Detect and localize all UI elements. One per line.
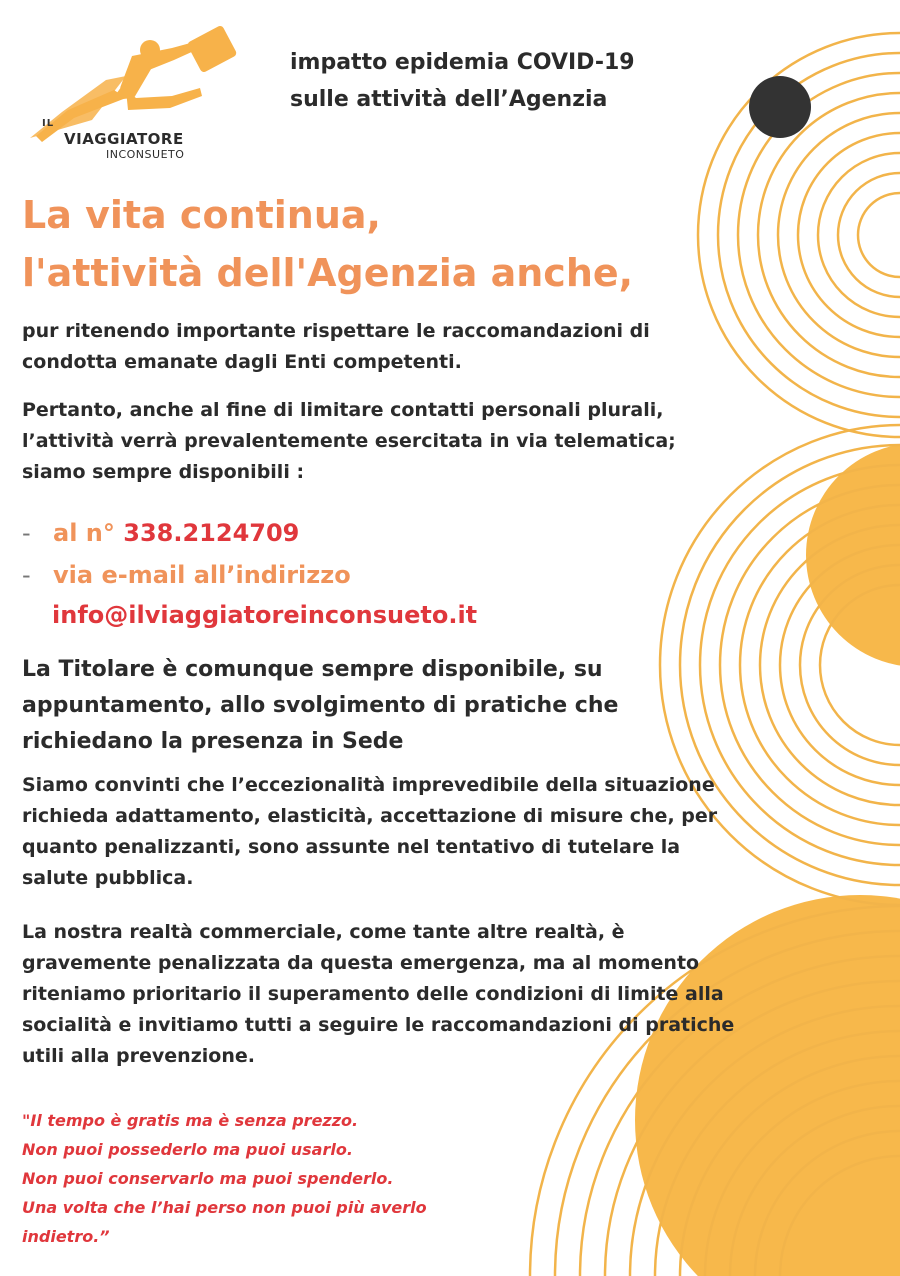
email-label: via e-mail all’indirizzo — [53, 561, 351, 589]
contact-phone — [22, 516, 299, 550]
logo-subtitle: INCONSUETO — [106, 148, 185, 161]
headline-line-2: l'attività dell'Agenzia anche, — [22, 251, 634, 295]
quote-line-2: Non puoi possederlo ma puoi usarlo. — [22, 1140, 353, 1159]
header-title — [290, 44, 635, 118]
quote-line-5: indietro.” — [22, 1227, 110, 1246]
paragraph-recommendations: pur ritenendo importante rispettare le raccomandazioni di condotta emanate dagli Enti competenti. — [22, 320, 650, 373]
contact-email-label — [22, 558, 351, 592]
headline-line-1: La vita continua, — [22, 193, 381, 237]
phone-number: 338.2124709 — [123, 519, 300, 547]
quote-line-4: Una volta che l’hai perso non puoi più averlo — [22, 1198, 427, 1217]
logo-prefix: IL — [42, 118, 55, 129]
paragraph-commercial: La nostra realtà commerciale, come tante altre realtà, è gravemente penalizzata da questa emergenza, ma al momento riteniamo prioritario il superamento delle condizioni di limite alla socialità e invitiamo tutti a seguire le raccomandazioni di pratiche utili alla prevenzione. — [22, 921, 735, 1067]
quote-line-1: "Il tempo è gratis ma è senza prezzo. — [22, 1111, 359, 1130]
page-headline — [22, 186, 633, 302]
paragraph-adaptation: Siamo convinti che l’eccezionalità imprevedibile della situazione richieda adattamento, elasticità, accettazione di misure che, per quanto penalizzanti, sono assunte nel tentativo di tutelare la salute pubblica. — [22, 774, 718, 889]
contact-email — [52, 598, 477, 632]
logo-name: VIAGGIATORE — [64, 130, 184, 148]
paragraph-remote-activity: Pertanto, anche al fine di limitare contatti personali plurali, l’attività verrà prevalentemente esercitata in via telematica; siamo sempre disponibili : — [22, 399, 676, 483]
phone-label: al n° — [53, 519, 115, 547]
paragraph-owner-availability: La Titolare è comunque sempre disponibile, su appuntamento, allo svolgimento di pratiche che richiedano la presenza in Sede — [22, 657, 619, 754]
list-dash: - — [22, 519, 31, 547]
quote-line-3: Non puoi conservarlo ma puoi spenderlo. — [22, 1169, 394, 1188]
list-dash: - — [22, 561, 31, 589]
email-address: info@ilviaggiatoreinconsueto.it — [52, 601, 478, 629]
closing-quote — [22, 1106, 482, 1251]
header-line-1: impatto epidemia COVID-19 — [290, 50, 635, 75]
header-line-2: sulle attività dell’Agenzia — [290, 87, 608, 112]
